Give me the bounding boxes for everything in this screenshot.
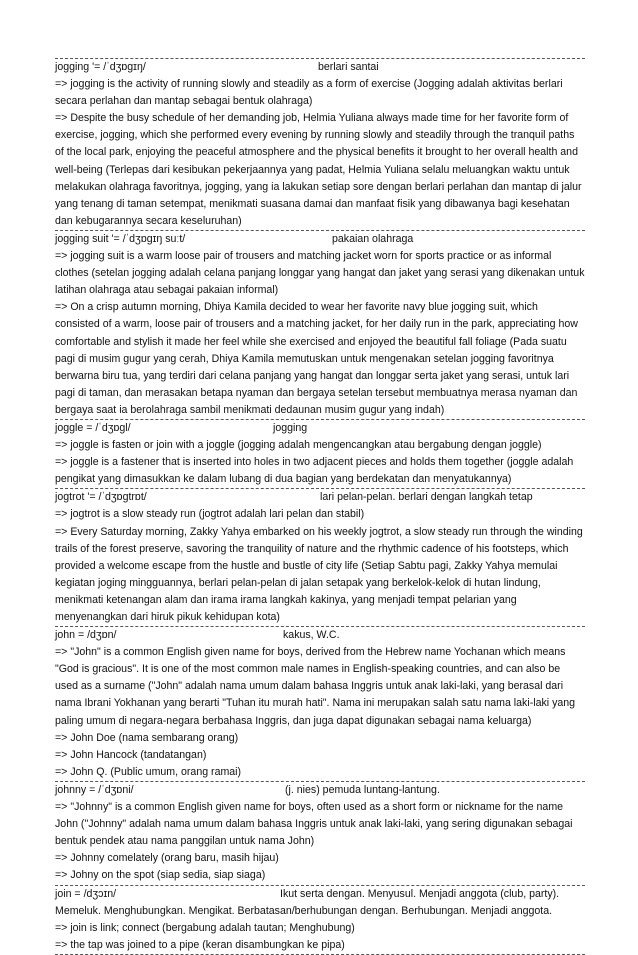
headword: johnny = /ˈdʒɒni/	[55, 783, 134, 796]
definition-line: => join is link; connect (bergabung adalah tautan; Menghubung)	[55, 921, 355, 934]
headword: jogging suit '= /ˈdʒɒɡɪŋ suːt/	[55, 232, 186, 245]
headword: john = /dʒɒn/	[55, 629, 117, 642]
gloss: jogging	[273, 421, 308, 434]
definition-line: => "Johnny" is a common English given name for boys, often used as a short form or nickname for the name John ("Johnny" adalah nama umum dalam bahasa Inggris untuk anak laki-laki, yang sering digunakan sebagai bentuk pendek atau nama panggilan untuk nama John)	[55, 801, 573, 848]
definition-line: => jogging suit is a warm loose pair of trousers and matching jacket worn for sports practice or as informal clothes (setelan jogging adalah celana panjang longgar yang hangat dan jaket yang serasi yang dikenakan untuk latihan olahraga atau sebagai pakaian informal)	[55, 250, 585, 297]
entry-headline	[55, 59, 585, 76]
headword: joggle = /ˈdʒɒɡl/	[55, 421, 131, 434]
entry-johnny	[55, 782, 585, 886]
definition-line: => jogtrot is a slow steady run (jogtrot adalah lari pelan dan stabil)	[55, 508, 365, 521]
dictionary-page	[55, 58, 585, 955]
gloss: lari pelan-pelan. berlari dengan langkah tetap	[320, 491, 533, 504]
example-line: => Despite the busy schedule of her demanding job, Helmia Yuliana always made time for her favorite form of exercise, jogging, which she performed every evening by running slowly and steadily through the tranquil paths of the local park, enjoying the peaceful atmosphere and the physical benefits it brought to her overall health and well-being (Terlepas dari kesibukan pekerjaannya yang padat, Helmia Yuliana selalu meluangkan waktu untuk melakukan olahraga favoritnya, jogging, yang ia lakukan setiap sore dengan berlari perlahan dan mantap di jalur yang tenang di taman setempat, menikmati suasana damai dan manfaat fisik yang dibawanya bagi kesehatan dan kebugarannya secara keseluruhan)	[55, 112, 582, 227]
example-line: => Every Saturday morning, Zakky Yahya embarked on his weekly jogtrot, a slow steady run through the winding trails of the forest preserve, savoring the tranquility of nature and the rhythmic cadence of his footsteps, which provided a welcome escape from the hustle and bustle of city life (Setiap Sabtu pagi, Zakky Yahya memulai kegiatan joging mingguannya, berlari pelan-pelan di jalan setapak yang berkelok-kelok di hutan lindung, menikmati ketenangan alam dan irama irama langkah kakinya, yang menjadi tempat pelarian yang menyenangkan dari hiruk pikuk kehidupan kota)	[55, 525, 583, 623]
gloss: pakaian olahraga	[332, 232, 414, 245]
entry-headline	[55, 782, 585, 799]
example-line: => the tap was joined to a pipe (keran disambungkan ke pipa)	[55, 938, 345, 951]
phrase-line: => Johnny comelately (orang baru, masih hijau)	[55, 852, 279, 865]
entry-headline	[55, 420, 585, 437]
phrase-line: => John Doe (nama sembarang orang)	[55, 731, 239, 744]
gloss: kakus, W.C.	[283, 629, 340, 642]
phrase-line: => Johny on the spot (siap sedia, siap siaga)	[55, 869, 266, 882]
gloss-continuation: Memeluk. Menghubungkan. Mengikat. Berbatasan/berhubungan dengan. Berhubungan. Menjadi anggota.	[55, 904, 553, 917]
headword: join = /dʒɔɪn/	[55, 887, 117, 900]
phrase-line: => John Hancock (tandatangan)	[55, 748, 207, 761]
entry-jogging-suit	[55, 231, 585, 420]
entry-jogging	[55, 58, 585, 231]
entry-headline	[55, 231, 585, 248]
entry-headline	[55, 627, 585, 644]
entry-joggle	[55, 420, 585, 489]
definition-line: => joggle is a fastener that is inserted into holes in two adjacent pieces and holds them together (joggle adalah pengikat yang dimasukkan ke dalam lubang di dua bagian yang berdekatan dan menyatukannya)	[55, 456, 574, 486]
gloss: (j. nies) pemuda luntang-lantung.	[285, 783, 440, 796]
definition-line: => jogging is the activity of running slowly and steadily as a form of exercise (Jogging adalah aktivitas berlari secara perlahan dan mantap sebagai bentuk olahraga)	[55, 78, 563, 108]
definition-line: => "John" is a common English given name for boys, derived from the Hebrew name Yochanan which means "God is gracious". It is one of the most common male names in English-speaking countries, and can also be used as a surname ("John" adalah nama umum dalam bahasa Inggris untuk anak laki-laki, yang berasal dari nama Ibrani Yokhanan yang berarti "Tuhan itu murah hati". Nama ini merupakan salah satu nama laki-laki yang paling umum di negara-negara berbahasa Inggris, dan juga dapat digunakan sebagai nama keluarga)	[55, 646, 576, 727]
definition-line: => joggle is fasten or join with a joggle (jogging adalah mengencangkan atau bergabung dengan joggle)	[55, 439, 542, 452]
entry-join	[55, 886, 585, 955]
gloss: berlari santai	[318, 61, 379, 73]
example-line: => On a crisp autumn morning, Dhiya Kamila decided to wear her favorite navy blue jogging suit, which consisted of a warm, loose pair of trousers and a matching jacket, for her daily run in the park, appreciating how comfortable and stylish it made her feel while she exercised and enjoyed the beautiful fall foliage (Pada suatu pagi di musim gugur yang cerah, Dhiya Kamila memutuskan untuk mengenakan setelan jogging favoritnya berwarna biru tua, yang terdiri dari celana panjang yang hangat dan longgar serta jaket yang serasi, untuk lari pagi di taman, dan merasakan betapa nyaman dan bergaya setelan tersebut membuatnya merasa nyaman dan bergaya saat ia berolahraga sambil menikmati dedaunan musim gugur yang indah)	[55, 301, 578, 416]
entry-john	[55, 627, 585, 782]
phrase-line: => John Q. (Public umum, orang ramai)	[55, 765, 242, 778]
entry-headline	[55, 886, 585, 903]
gloss: Ikut serta dengan. Menyusul. Menjadi anggota (club, party).	[280, 887, 560, 900]
headword: jogging '= /ˈdʒɒɡɪŋ/	[55, 61, 146, 73]
entry-headline	[55, 489, 585, 506]
entry-jogtrot	[55, 489, 585, 627]
headword: jogtrot '= /ˈdʒɒɡtrɒt/	[55, 491, 147, 504]
